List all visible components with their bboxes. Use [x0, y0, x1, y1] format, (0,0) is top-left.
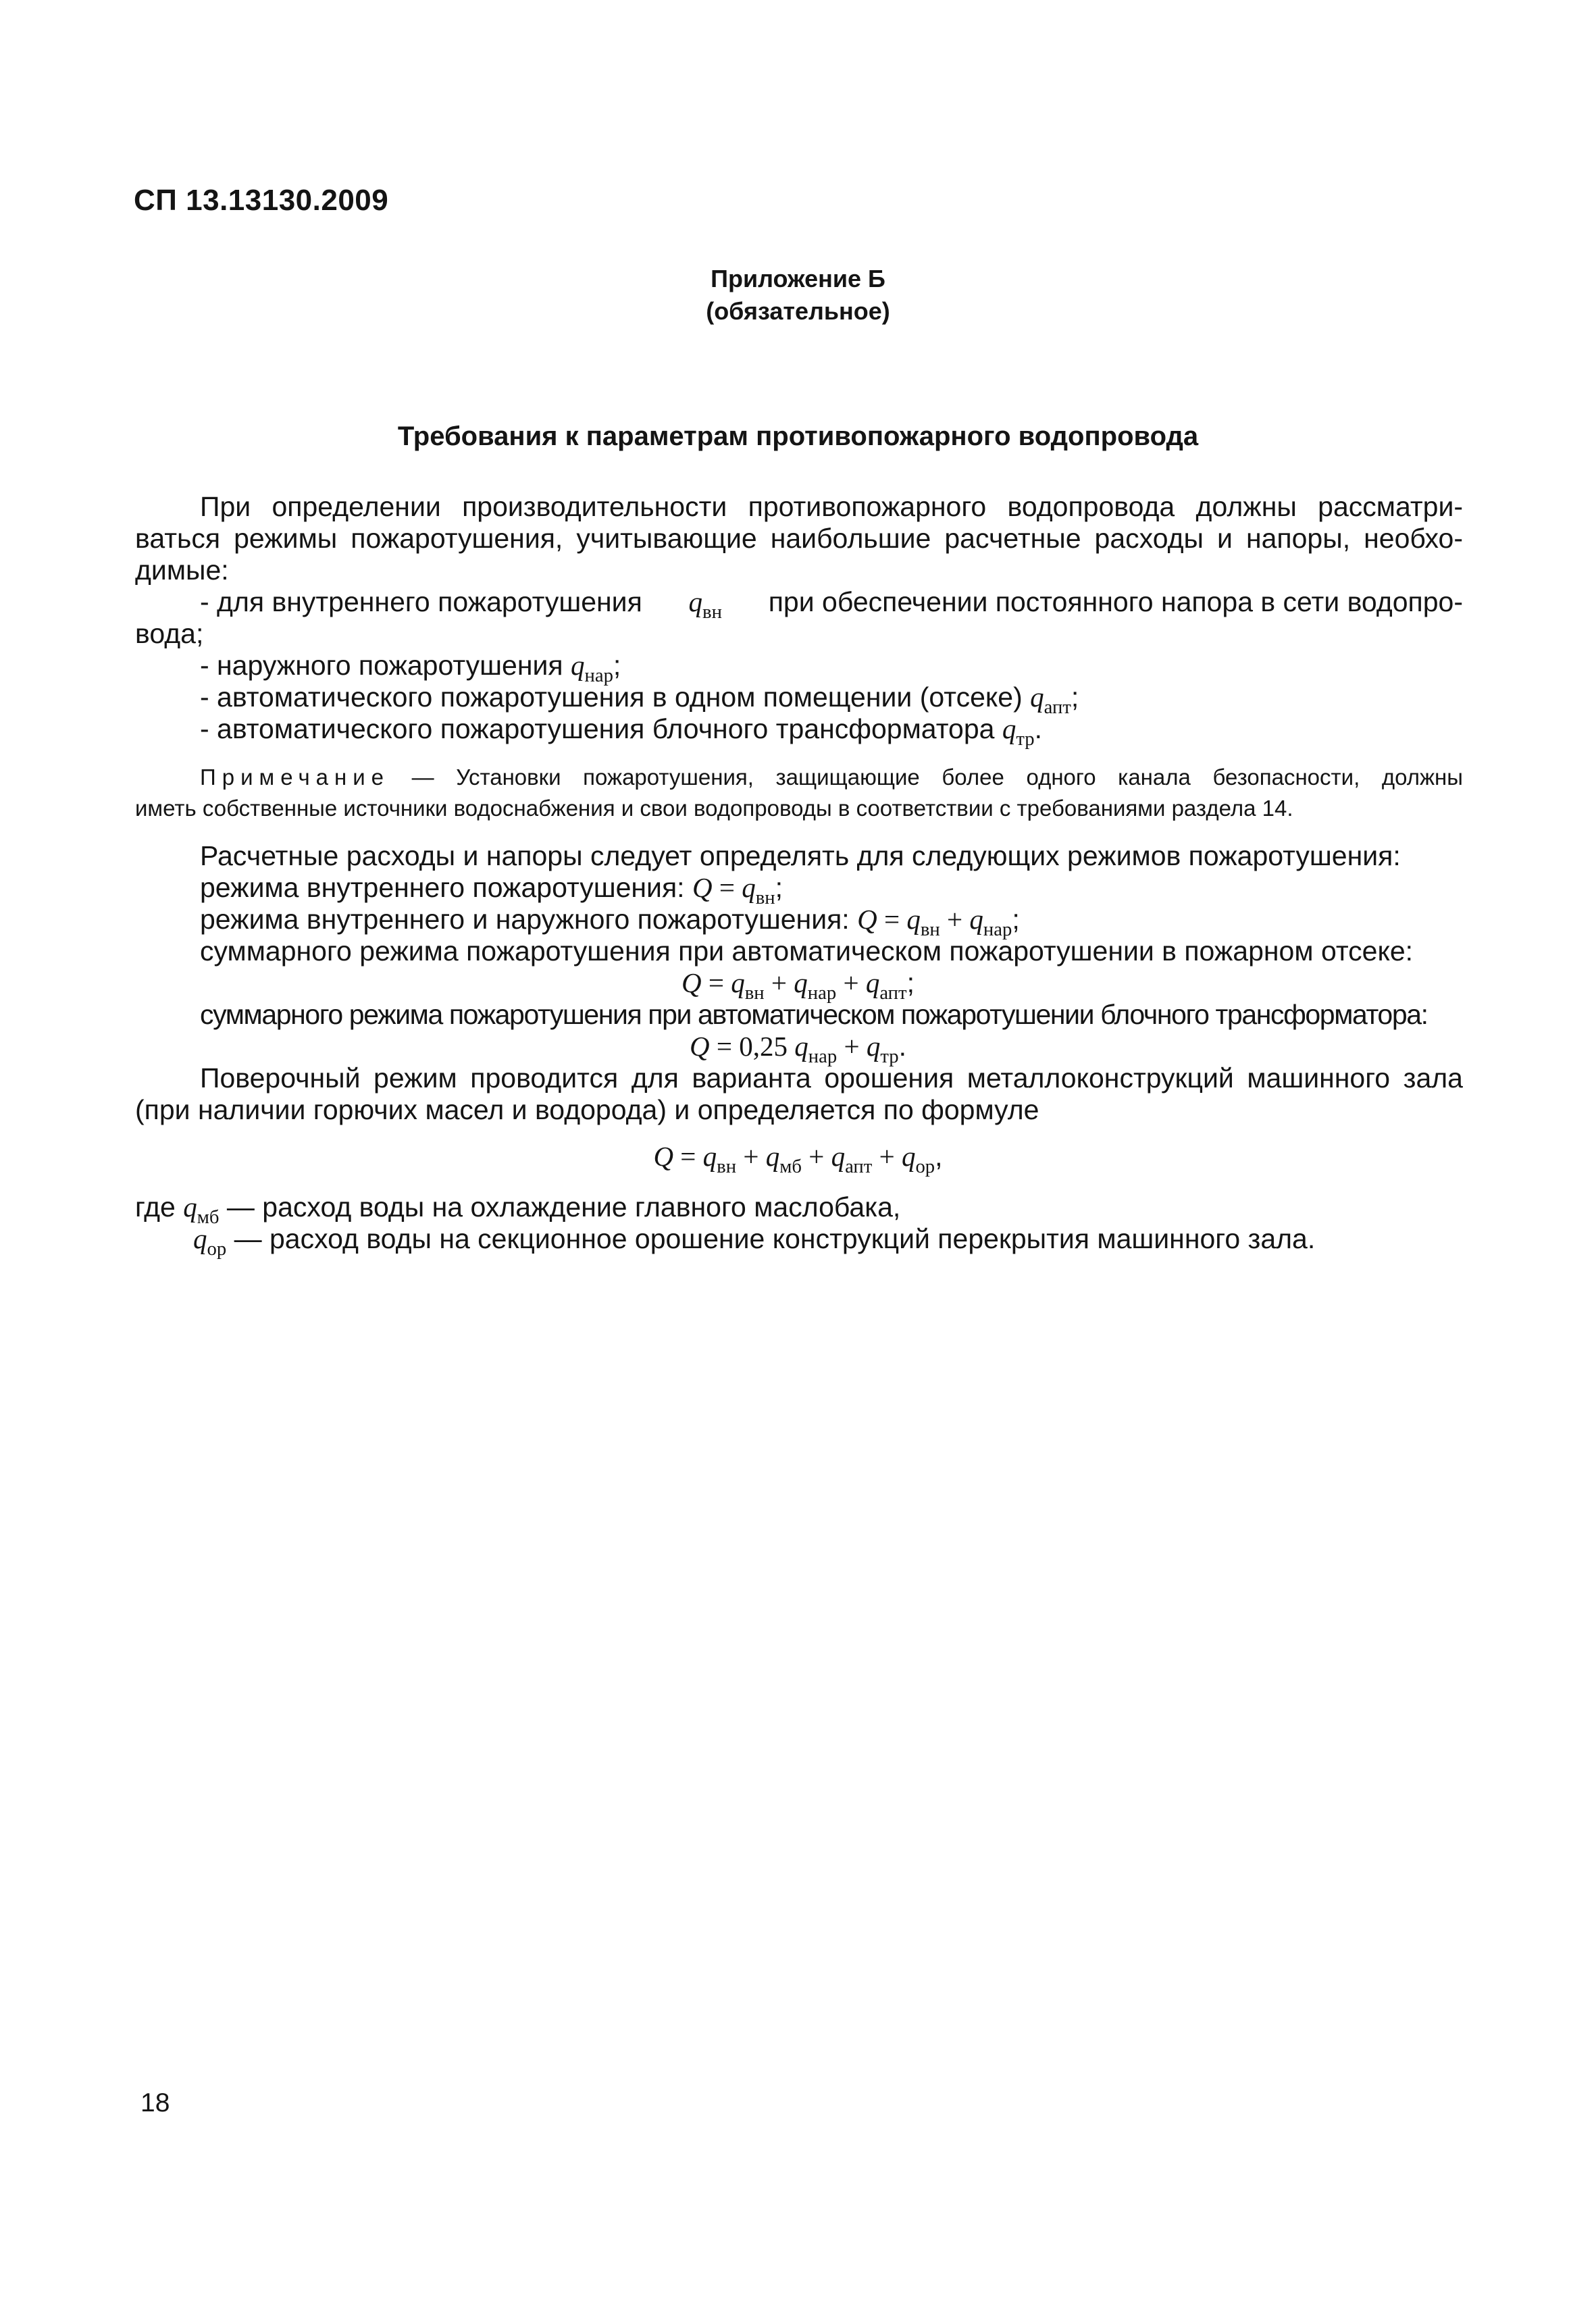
intro-line-1: При определении производительности противопожарного водопровода должны рассматри- — [200, 491, 1463, 522]
annex-title: Приложение Б — [711, 265, 885, 292]
item-automatic-transformer: - автоматического пожаротушения блочного трансформатора $q_{тр}$. — [200, 713, 1042, 750]
formula-internal: $Q = q_{вн}$ — [692, 872, 775, 909]
document-code: СП 13.13130.2009 — [134, 184, 389, 217]
item-automatic-room: - автоматического пожаротушения в одном помещении (отсеке) $q_{апт}$; — [200, 682, 1079, 719]
modes-intro: Расчетные расходы и напоры следует определять для следующих режимов пожаротушения: — [200, 840, 1401, 871]
q-apt-symbol: $q_{апт}$ — [1030, 682, 1071, 719]
note-line-2: иметь собственные источники водоснабжения и свои водопроводы в соответствии с требованиями раздела 14. — [135, 796, 1293, 821]
mode-summary-room: суммарного режима пожаротушения при автоматическом пожаротушении в пожарном отсеке: — [200, 935, 1414, 967]
formula-summary-room: $Q = q_{вн} + q_{нар} + q_{апт}$; — [681, 967, 915, 1004]
q-tr-symbol: $q_{тр}$ — [1002, 713, 1035, 750]
check-mode-line-2: (при наличии горючих масел и водорода) и определяется по формуле — [135, 1094, 1039, 1125]
check-mode-line-1: Поверочный режим проводится для варианта орошения металлоконструкций машинного зала — [200, 1062, 1463, 1094]
page-number: 18 — [140, 2088, 170, 2117]
item-internal-line-2: вода; — [135, 618, 204, 649]
intro-line-2: ваться режимы пожаротушения, учитывающие наибольшие расчетные расходы и напоры, необхо- — [135, 523, 1463, 554]
mode-summary-transformer: суммарного режима пожаротушения при автоматическом пожаротушении блочного трансформатора: — [200, 999, 1428, 1030]
section-title: Требования к параметрам противопожарного водопровода — [397, 421, 1199, 451]
q-mb-symbol: $q_{мб}$ — [183, 1191, 220, 1229]
formula-summary-transformer: Q = 0,25 $q_{нар} + q_{тр}$. — [690, 1031, 906, 1068]
item-internal-text: - для внутреннего пожаротушения — [200, 586, 642, 617]
formula-check-mode: $Q = q_{вн} + q_{мб} + q_{апт} + q_{ор}$, — [653, 1141, 943, 1178]
item-external: - наружного пожаротушения $q_{нар}$; — [200, 650, 621, 687]
item-internal-tail: при обеспечении постоянного напора в сети водопро- — [768, 586, 1463, 617]
q-vn-symbol: $q_{вн}$ — [688, 586, 722, 623]
formula-internal-external: $Q = q_{вн} + q_{нар}$ — [857, 904, 1012, 941]
legend-mb: где $q_{мб}$ — расход воды на охлаждение главного маслобака, — [135, 1191, 901, 1229]
mode-internal: режима внутреннего пожаротушения: $Q = q_{вн}$; — [200, 872, 783, 909]
note-line-1: Примечание — Установки пожаротушения, защищающие более одного канала безопасности, должны — [200, 765, 1463, 790]
item-internal-line-1 — [200, 586, 1463, 623]
mode-internal-external: режима внутреннего и наружного пожаротушения: $Q = q_{вн} + q_{нар}$; — [200, 904, 1020, 941]
q-nar-symbol: $q_{нар}$ — [570, 650, 613, 687]
q-or-symbol: $q_{ор}$ — [193, 1223, 227, 1260]
intro-line-3: димые: — [135, 555, 229, 586]
legend-or: $q_{ор}$ — расход воды на секционное орошение конструкций перекрытия машинного зала. — [193, 1223, 1316, 1260]
annex-status: (обязательное) — [706, 297, 890, 325]
note-label: Примечание — [200, 765, 390, 790]
